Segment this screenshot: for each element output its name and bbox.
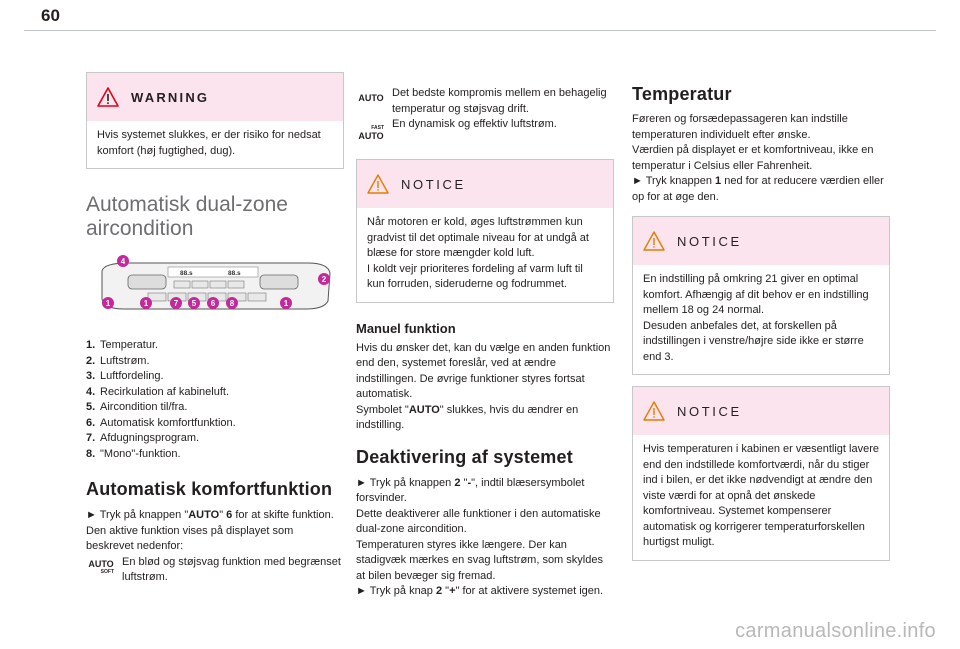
fast-mode-text: En dynamisk og effektiv luftstrøm. xyxy=(392,118,557,130)
notice-box-2 xyxy=(632,216,890,375)
list-item: 2. Luftstrøm. xyxy=(86,354,150,367)
comfort-text: ► Tryk på knappen "AUTO" 6 for at skifte funktion. Den aktive funktion vises på displayet som beskrevet nedenfor: xyxy=(86,509,334,552)
list-item: 3. Luftfordeling. xyxy=(86,370,164,382)
diagram-display-left: 88.s xyxy=(180,270,193,277)
auto-soft-icon: AUTO SOFT xyxy=(88,558,114,575)
column-1 xyxy=(86,72,344,586)
column-3 xyxy=(632,84,890,561)
svg-text:1: 1 xyxy=(143,299,149,308)
notice-text: Hvis temperaturen i kabinen er væsentligt lavere end den indstillede komfortværdi, når du stiger ind i bilen, er det ikke nødvendigt at ændre den viste værdi for at opnå det ønskede komfortniveau. Systemet kompenserer automatisk og korrigerer temperaturforskellen hurtigst muligt. xyxy=(643,443,880,548)
warning-triangle-icon xyxy=(97,87,119,107)
list-item: 4. Recirkulation af kabineluft. xyxy=(86,385,230,398)
auto-fast-icon: FAST AUTO xyxy=(358,125,384,141)
reactivate-text: ► Tryk på knap 2 "+" for at aktivere systemet igen. xyxy=(356,585,604,597)
notice-title: NOTICE xyxy=(401,176,466,192)
climate-panel-diagram xyxy=(88,253,338,325)
fast-mode-row xyxy=(356,117,614,145)
svg-text:1: 1 xyxy=(283,299,289,308)
auto-icon: AUTO xyxy=(358,93,384,103)
svg-text:2: 2 xyxy=(321,275,327,284)
manual-heading: Manuel funktion xyxy=(356,320,456,336)
notice-box-3 xyxy=(632,386,890,561)
warning-text: Hvis systemet slukkes, er der risiko for nedsat komfort (høj fugtighed, dug). xyxy=(97,129,321,157)
notice-box-1 xyxy=(356,159,614,303)
temperature-text: Føreren og forsædepassageren kan indstille temperaturen individuelt efter ønske. Værdien på displayet er et komfortniveau, ikke en temperatur i Celsius eller Fahrenheit. ► Tryk knappen 1 ned for at reducere værdien eller op for at øge den. xyxy=(632,113,884,203)
list-item: 6. Automatisk komfortfunktion. xyxy=(86,416,236,429)
notice-triangle-icon xyxy=(367,174,389,194)
svg-text:4: 4 xyxy=(120,257,126,266)
watermark: carmanualsonline.info xyxy=(735,620,936,642)
auto-mode-row xyxy=(356,86,614,117)
comfort-heading: Automatisk komfortfunktion xyxy=(86,479,333,499)
list-item: 1. Temperatur. xyxy=(86,339,159,351)
warning-title: WARNING xyxy=(131,89,210,105)
list-item: 8. "Mono"-funktion. xyxy=(86,447,181,460)
list-item: 7. Afdugningsprogram. xyxy=(86,432,200,444)
svg-text:5: 5 xyxy=(191,299,197,308)
deactivate-heading: Deaktivering af systemet xyxy=(356,446,573,467)
svg-text:8: 8 xyxy=(229,299,235,308)
notice-title: NOTICE xyxy=(677,233,742,249)
diagram-display-right: 88.s xyxy=(228,270,241,277)
column-2 xyxy=(356,86,614,600)
soft-mode-row xyxy=(86,555,344,586)
warning-box xyxy=(86,72,344,169)
deactivate-text: ► Tryk på knappen 2 "-", indtil blæsersymbolet forsvinder. Dette deaktiverer alle funktioner i den automatiske dual-zone aircondition. Temperaturen styres ikke længere. Der kan stadigvæk mærkes en svag luftstrøm, som skyldes at bilen bevæger sig fremad. xyxy=(356,476,603,582)
header-rule xyxy=(24,30,936,31)
warning-header xyxy=(87,73,343,121)
notice-text: En indstilling på omkring 21 giver en optimal komfort. Afhængig af dit behov er en indstilling mellem 18 og 24 normal. Desuden anbefales det, at forskellen på indstillingen i venstre/højre side ikke er større end 3. xyxy=(643,273,869,363)
notice-text: Når motoren er kold, øges luftstrømmen kun gradvist til det optimale niveau for at undgå at blæse for store mængder kold luft. I koldt vejr prioriteres fordeling af varm luft til kun forruden, sideruderne og fodrummet. xyxy=(367,216,589,290)
notice-triangle-icon xyxy=(643,401,665,421)
svg-text:6: 6 xyxy=(210,299,216,308)
auto-mode-text: Det bedste kompromis mellem en behagelig temperatur og støjsvag drift. xyxy=(392,87,607,115)
feature-list xyxy=(86,338,344,462)
notice-header xyxy=(357,160,613,208)
soft-mode-text: En blød og støjsvag funktion med begrænset luftstrøm. xyxy=(122,555,341,583)
temperature-heading: Temperatur xyxy=(632,84,732,104)
svg-text:7: 7 xyxy=(173,299,179,308)
dual-zone-heading: Automatisk dual-zone aircondition xyxy=(86,193,288,240)
notice-triangle-icon xyxy=(643,231,665,251)
notice-header xyxy=(633,217,889,265)
notice-header xyxy=(633,387,889,435)
list-item: 5. Aircondition til/fra. xyxy=(86,401,188,413)
manual-text: Hvis du ønsker det, kan du vælge en anden funktion end den, systemet foreslår, ved at ændre indstillingen. De øvrige funktioner styres fortsat automatisk. Symbolet "AUTO" slukkes, hvis du ændrer en indstilling. xyxy=(356,341,611,431)
svg-text:1: 1 xyxy=(105,299,111,308)
page-number: 60 xyxy=(41,6,60,25)
notice-title: NOTICE xyxy=(677,403,742,419)
